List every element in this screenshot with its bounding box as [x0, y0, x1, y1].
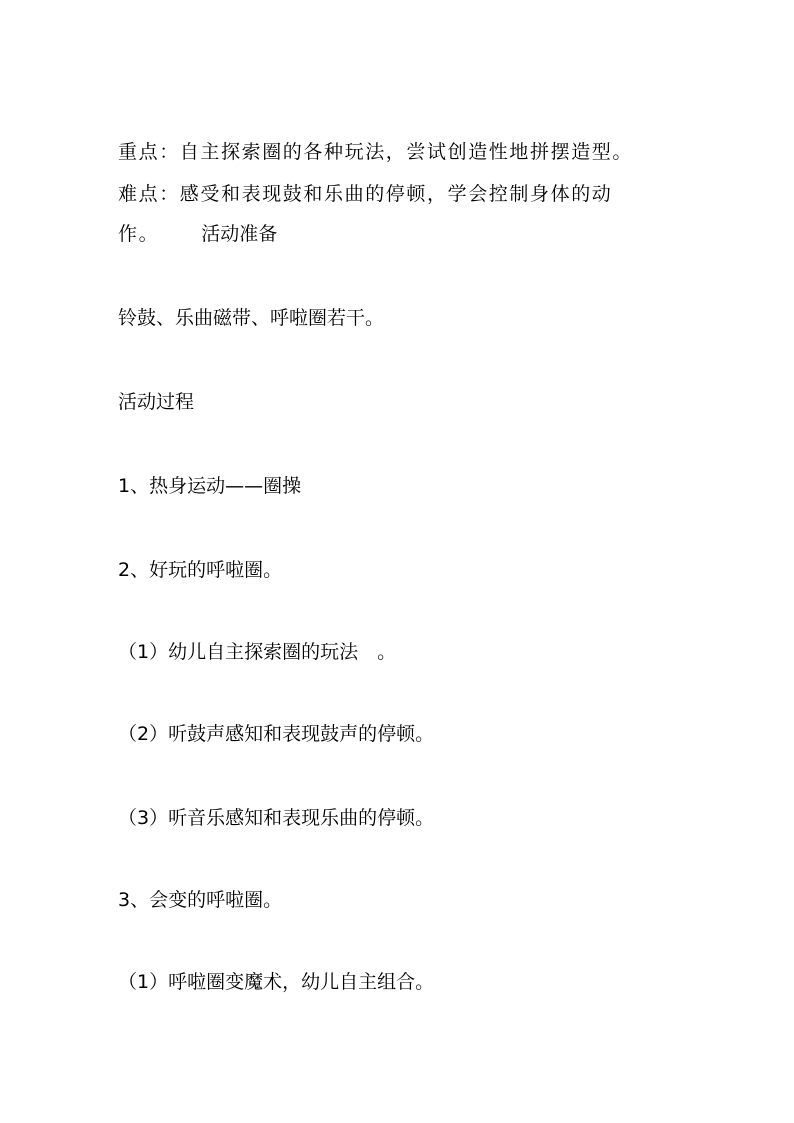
step-2-line: 2、好玩的呼啦圈。 [118, 559, 283, 581]
step-2-3-line: （3）听音乐感知和表现乐曲的停顿。 [118, 807, 435, 829]
difficulty-line: 难点：感受和表现鼓和乐曲的停顿，学会控制身体的动 [118, 183, 613, 205]
difficulty-continuation-line [118, 222, 277, 246]
difficulty-line-end: 作。 [118, 223, 160, 245]
step-2-1-line: （1）幼儿自主探索圈的玩法 。 [118, 641, 397, 663]
step-3-1-line: （1）呼啦圈变魔术，幼儿自主组合。 [118, 971, 435, 993]
activity-process-heading: 活动过程 [118, 391, 195, 413]
key-point-line: 重点：自主探索圈的各种玩法，尝试创造性地拼摆造型。 [118, 141, 634, 163]
activity-preparation-heading: 活动准备 [201, 223, 278, 245]
materials-line: 铃鼓、乐曲磁带、呼啦圈若干。 [118, 307, 385, 329]
step-3-line: 3、会变的呼啦圈。 [118, 889, 283, 911]
step-1-line: 1、热身运动——圈操 [118, 475, 302, 497]
step-2-2-line: （2）听鼓声感知和表现鼓声的停顿。 [118, 723, 435, 745]
